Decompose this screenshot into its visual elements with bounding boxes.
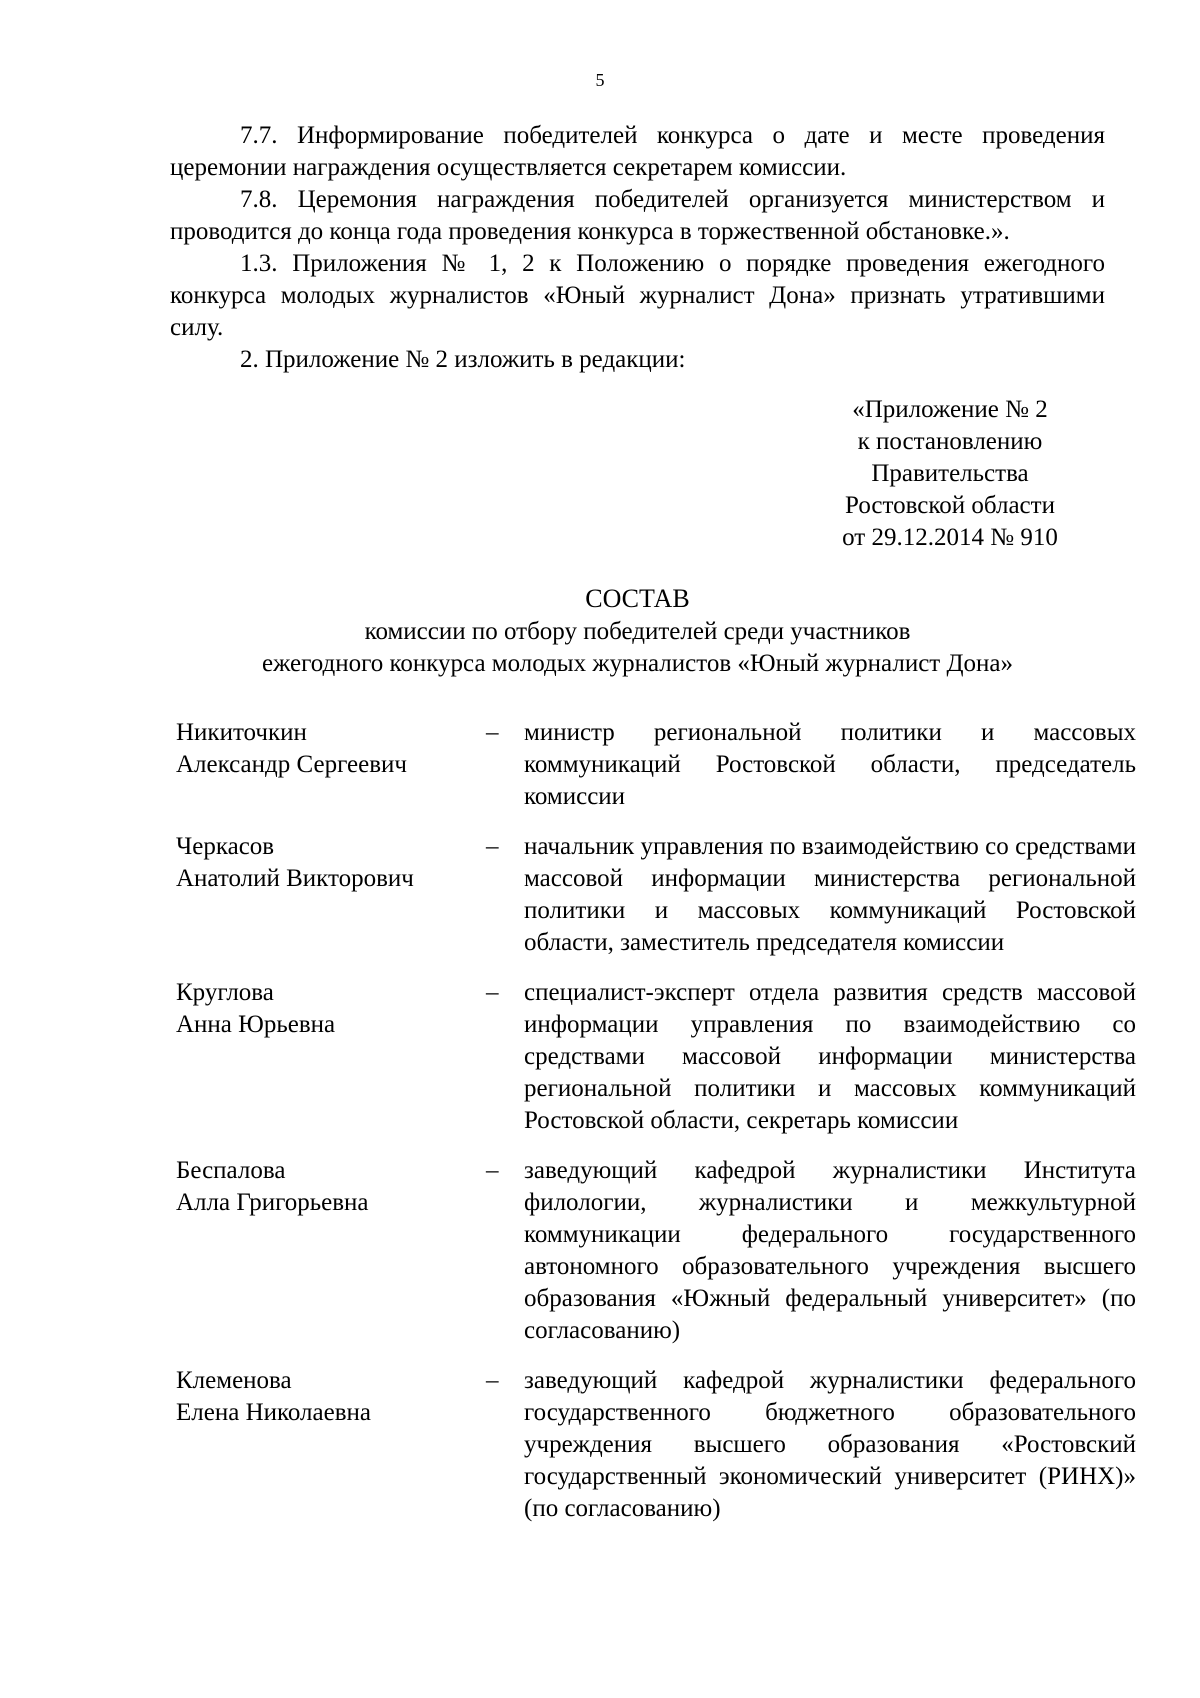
member-given-names: Александр Сергеевич [176, 751, 407, 778]
member-given-names: Елена Николаевна [176, 1399, 371, 1426]
member-name [176, 717, 486, 813]
dash-separator: – [486, 979, 499, 1006]
member-surname: Никиточкин [176, 719, 307, 746]
member-given-names: Анна Юрьевна [176, 1011, 336, 1038]
dash-separator: – [486, 1157, 499, 1184]
body-text [170, 120, 1105, 376]
member-surname: Беспалова [176, 1157, 286, 1184]
member-given-names: Анатолий Викторович [176, 865, 414, 892]
member-name [176, 831, 486, 959]
title-block [170, 582, 1105, 680]
member-role: заведующий кафедрой журналистики Института филологии, журналистики и межкультурной коммуникации федерального государственного автономного образовательного учреждения высшего образования «Южный федеральный университет» (по согласованию) [524, 1157, 1136, 1344]
member-row [176, 1365, 1136, 1525]
member-name [176, 977, 486, 1137]
appendix-line: «Приложение № 2 [852, 396, 1048, 423]
subtitle-line: ежегодного конкурса молодых журналистов «Юный журналист Дона» [261, 650, 1014, 677]
subtitle-line: комиссии по отбору победителей среди участников [364, 618, 911, 645]
member-surname: Черкасов [176, 833, 275, 860]
paragraph-7-8: 7.8. Церемония награждения победителей организуется министерством и проводится до конца года проведения конкурса в торжественной обстановке.». [170, 186, 1105, 245]
appendix-line: от 29.12.2014 № 910 [842, 524, 1058, 551]
paragraph-1-3: 1.3. Приложения № 1, 2 к Положению о порядке проведения ежегодного конкурса молодых журналистов «Юный журналист Дона» признать утратившими силу. [170, 250, 1105, 341]
commission-members-list [176, 717, 1136, 1543]
member-name [176, 1155, 486, 1347]
dash-separator: – [486, 833, 499, 860]
member-role: специалист-эксперт отдела развития средств массовой информации управления по взаимодействию со средствами массовой информации министерства региональной политики и массовых коммуникаций Ростовской области, секретарь комиссии [524, 979, 1136, 1134]
member-given-names: Алла Григорьевна [176, 1189, 369, 1216]
appendix-line: Правительства [871, 460, 1029, 487]
member-row [176, 1155, 1136, 1347]
dash-separator: – [486, 719, 499, 746]
paragraph-7-7: 7.7. Информирование победителей конкурса о дате и месте проведения церемонии награждения осуществляется секретарем комиссии. [170, 122, 1105, 181]
page-number: 5 [595, 70, 605, 90]
member-row [176, 977, 1136, 1137]
member-role: заведующий кафедрой журналистики федерального государственного бюджетного образовательного учреждения высшего образования «Ростовский государственный экономический университет (РИНХ)» (по согласованию) [524, 1367, 1136, 1522]
document-title: СОСТАВ [585, 584, 690, 613]
member-row [176, 831, 1136, 959]
member-surname: Клеменова [176, 1367, 292, 1394]
member-role: начальник управления по взаимодействию со средствами массовой информации министерства региональной политики и массовых коммуникаций Ростовской области, заместитель председателя комиссии [524, 833, 1136, 956]
appendix-line: Ростовской области [845, 492, 1055, 519]
paragraph-2: 2. Приложение № 2 изложить в редакции: [240, 346, 686, 373]
appendix-header [820, 394, 1080, 554]
member-surname: Круглова [176, 979, 274, 1006]
member-role: министр региональной политики и массовых коммуникаций Ростовской области, председатель комиссии [524, 719, 1136, 810]
dash-separator: – [486, 1367, 499, 1394]
member-name [176, 1365, 486, 1525]
appendix-line: к постановлению [857, 428, 1043, 455]
member-row [176, 717, 1136, 813]
